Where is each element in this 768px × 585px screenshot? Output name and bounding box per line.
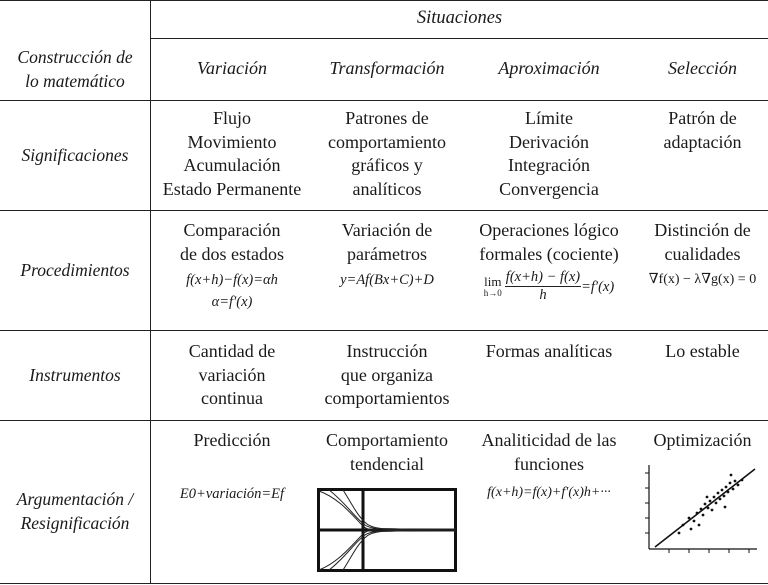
row-head-argumentacion	[0, 420, 150, 583]
rule-bottom	[0, 583, 768, 584]
text-line: Variación de	[341, 220, 433, 240]
cell-instrumentos-seleccion	[637, 340, 768, 364]
corner-line-1: Construcción de	[17, 47, 133, 67]
cell-significaciones-variacion	[151, 107, 313, 201]
text-line: Operaciones lógico	[479, 220, 619, 240]
formula-taylor: f(x+h)=f(x)+f′(x)h+···	[487, 485, 611, 500]
cell-instrumentos-aproximacion	[461, 340, 637, 364]
fraction-denominator: h	[539, 287, 547, 303]
formula-rhs: =f′(x)	[581, 278, 615, 295]
text-line: Patrones de	[345, 108, 429, 128]
cell-argumentacion-aproximacion	[461, 429, 637, 504]
text-line: Cantidad de	[188, 341, 276, 361]
formula-lagrange: ∇f(x) − λ∇g(x) = 0	[648, 272, 757, 287]
cell-procedimientos-aproximacion	[461, 219, 637, 304]
text-line: variación	[198, 364, 266, 385]
row-label-significaciones: Significaciones	[21, 145, 129, 165]
formula-transformation: y=Af(Bx+C)+D	[340, 272, 434, 288]
col-header-aproximacion	[461, 38, 637, 100]
cell-instrumentos-variacion	[151, 340, 313, 411]
text-line: formales (cociente)	[479, 243, 619, 264]
text-line: gráficos y	[351, 155, 423, 175]
text-line: comportamientos	[324, 388, 450, 408]
cell-argumentacion-seleccion	[637, 429, 768, 555]
text-line: Optimización	[653, 430, 752, 450]
situaciones-header	[151, 0, 768, 38]
text-line: de dos estados	[180, 243, 284, 264]
cell-procedimientos-transformacion	[313, 219, 461, 291]
col-label-aproximacion: Aproximación	[498, 58, 600, 79]
col-header-variacion	[151, 38, 313, 100]
lim-subscript: h→0	[483, 288, 502, 298]
text-line: Formas analíticas	[485, 341, 613, 361]
formula-increment: f(x+h)−f(x)=αh	[186, 272, 278, 288]
text-line: adaptación	[663, 131, 742, 152]
text-line: Comparación	[183, 220, 281, 240]
col-label-transformacion: Transformación	[329, 58, 445, 79]
text-line: continua	[201, 388, 263, 408]
text-line: comportamiento	[328, 131, 446, 152]
scatter-regression-graphic	[639, 463, 759, 555]
col-label-variacion: Variación	[197, 58, 267, 79]
corner-line-2: lo matemático	[25, 71, 125, 91]
row-label-resignificacion: Resignificación	[20, 512, 130, 533]
cell-significaciones-aproximacion	[461, 107, 637, 201]
text-line: Analiticidad de las	[481, 430, 617, 450]
text-line: Distinción de	[654, 220, 751, 240]
text-line: Predicción	[193, 430, 271, 450]
cell-significaciones-transformacion	[313, 107, 461, 201]
cell-instrumentos-transformacion	[313, 340, 461, 411]
row-head-instrumentos	[0, 330, 150, 420]
text-line: Límite	[525, 108, 573, 128]
formula-alpha: α=f′(x)	[211, 294, 253, 310]
text-line: analíticos	[352, 178, 422, 199]
text-line: que organiza	[340, 364, 434, 385]
situaciones-label: Situaciones	[416, 8, 503, 29]
text-line: Comportamiento	[326, 430, 448, 450]
text-line: Convergencia	[499, 178, 599, 199]
cell-argumentacion-variacion	[151, 429, 313, 505]
text-line: parámetros	[347, 243, 427, 264]
text-line: Flujo	[212, 108, 251, 128]
formula-derivative-limit	[484, 269, 614, 304]
text-line: tendencial	[350, 453, 424, 474]
col-header-transformacion	[313, 38, 461, 100]
text-line: cualidades	[664, 243, 741, 264]
cell-procedimientos-seleccion	[637, 219, 768, 291]
row-head-significaciones	[0, 100, 150, 210]
row-label-argumentacion: Argumentación /	[16, 488, 134, 509]
text-line: Derivación	[509, 131, 589, 152]
text-line: funciones	[514, 453, 584, 474]
text-line: Lo estable	[665, 341, 740, 361]
row-label-instrumentos: Instrumentos	[29, 365, 121, 385]
text-line: Patrón de	[668, 108, 737, 128]
row-label-procedimientos: Procedimientos	[20, 260, 130, 280]
text-line: Movimiento	[187, 131, 277, 152]
corner-header	[0, 38, 150, 100]
formula-prediction: E0+variación=Ef	[179, 485, 285, 502]
cell-procedimientos-variacion	[151, 219, 313, 313]
col-label-seleccion: Selección	[668, 58, 737, 79]
cell-argumentacion-transformacion	[313, 429, 461, 572]
fraction-numerator: f(x+h) − f(x)	[505, 269, 581, 285]
cell-significaciones-seleccion	[637, 107, 768, 154]
row-head-procedimientos	[0, 210, 150, 330]
text-line: Instrucción	[346, 341, 428, 361]
text-line: Integración	[508, 155, 590, 175]
text-line: Acumulación	[183, 155, 281, 175]
text-line: Estado Permanente	[162, 178, 302, 199]
lim-label: lim	[484, 274, 502, 289]
tendency-curves-graphic	[317, 488, 457, 572]
col-header-seleccion	[637, 38, 768, 100]
